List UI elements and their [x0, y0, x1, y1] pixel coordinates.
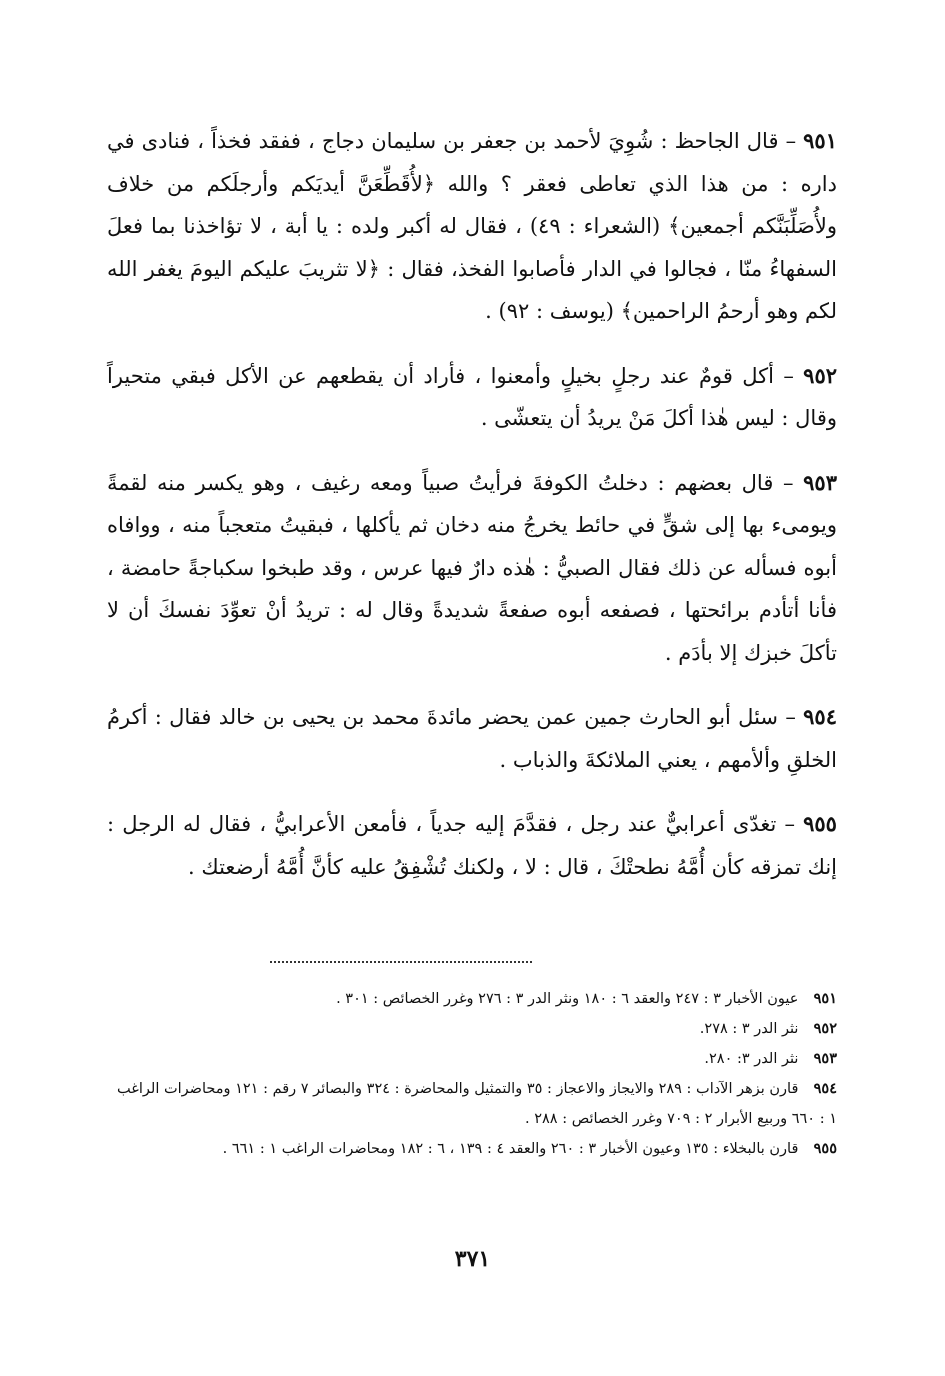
entry-text: أكل قومٌ عند رجلٍ بخيلٍ وأمعنوا ، فأراد أن يقطعهم عن الأكل فبقي متحيراً وقال : ليس هٰذا أكلَ مَنْ يريدُ أن يتعشّى . [107, 363, 837, 430]
entry-954 [107, 696, 837, 781]
entry-number: ٩٥٢ [803, 362, 838, 388]
entry-text: تغدّى أعرابيٌّ عند رجل ، فقدَّمَ إليه جدياً ، فأمعن الأعرابيُّ ، فقال له الرجل : إنك تمزقه كأن أُمَّهُ نطحتْكَ ، قال : لا ، ولكنك تُشْفِقُ عليه كأنَّ أُمَّهُ أرضعتك . [107, 812, 837, 879]
footnote-952 [107, 1014, 837, 1044]
entry-text: قال بعضهم : دخلتُ الكوفةَ فرأيتُ صبياً ومعه رغيف ، وهو يكسر منه لقمةً ويومىء بها إلى شقٍّ في حائط يخرجُ منه دخان ثم يأكلها ، فبقيتُ متعجباً منه ، ووافاه أبوه فسأله عن ذلك فقال الصبيُّ : هٰذه دارٌ فيها عرس ، وقد طبخوا سكباجةً حامضة ، فأنا أتأدم برائحتها ، فصفعه أبوه صفعةً شديدةً وقال له : تريدُ أنْ تعوِّدَ نفسكَ أن لا تأكلَ خبزك إلا بأدَم . [107, 470, 837, 665]
entry-number: ٩٥٤ [803, 704, 837, 729]
entry-dash: – [784, 812, 795, 836]
footnote-number: ٩٥١ [813, 990, 837, 1007]
entry-952 [107, 355, 837, 440]
entry-dash: – [785, 705, 796, 729]
footnote-955 [107, 1134, 837, 1164]
entry-dash: – [785, 129, 797, 153]
footnote-954 [107, 1074, 837, 1134]
footnote-separator [270, 961, 532, 963]
entry-number: ٩٥٥ [803, 811, 837, 836]
entry-953 [107, 462, 837, 675]
entry-text: قال الجاحظ : شُوِيَ لأحمد بن جعفر بن سليمان دجاج ، ففقد فخذاً ، فنادى في داره : من هذا الذي تعاطى فعقر ؟ والله ﴿لأُقَطِّعَنَّ أيديَكم وأرجلَكم من خلاف ولأُصَلِّبَنَّكم أجمعين﴾ (الشعراء : ٤٩) ، فقال له أكبر ولده : يا أبة ، لا تؤاخذنا بما فعلَ السفهاءُ منّا ، فجالوا في الدار فأصابوا الفخذ، فقال : ﴿لا تثريبَ عليكم اليومَ يغفر الله لكم وهو أرحمُ الراحمين﴾ (يوسف : ٩٢) . [107, 129, 837, 323]
footnote-number: ٩٥٣ [813, 1050, 837, 1067]
footnote-text: قارن بزهر الآداب : ٢٨٩ والايجاز والاعجاز : ٣٥ والتمثيل والمحاضرة : ٣٢٤ والبصائر ٧ رقم : ١٢١ ومحاضرات الراغب ١ : ٦٦٠ وربيع الأبرار ٢ : ٧٠٩ وغرر الخصائص : ٢٨٨ . [117, 1081, 837, 1127]
entry-number: ٩٥٣ [803, 469, 837, 495]
main-text [107, 120, 837, 910]
footnote-text: نثر الدر ٣ : ٢٧٨. [699, 1021, 799, 1037]
footnote-951 [107, 984, 837, 1014]
entry-dash: – [783, 470, 794, 495]
footnote-text: قارن بالبخلاء : ١٣٥ وعيون الأخبار ٣ : ٢٦٠ والعقد ٤ : ١٣٩ ، ٦ : ١٨٢ ومحاضرات الراغب ١ : ٦٦١ . [222, 1141, 799, 1157]
footnote-number: ٩٥٢ [813, 1020, 837, 1037]
page-number: ٣٧١ [454, 1246, 491, 1272]
entry-951 [107, 120, 837, 333]
footnotes [107, 984, 837, 1164]
footnote-953 [107, 1044, 837, 1074]
entry-number: ٩٥١ [803, 128, 837, 153]
entry-dash: – [783, 363, 794, 388]
entry-955 [107, 803, 837, 888]
footnote-text: عيون الأخبار ٣ : ٢٤٧ والعقد ٦ : ١٨٠ ونثر الدر ٣ : ٢٧٦ وغرر الخصائص : ٣٠١ . [336, 991, 799, 1007]
footnote-number: ٩٥٥ [813, 1140, 837, 1157]
footnote-number: ٩٥٤ [813, 1080, 837, 1097]
entry-text: سئل أبو الحارث جمين عمن يحضر مائدةَ محمد بن يحيى بن خالد فقال : أكرمُ الخلقِ وألأمهم ، يعني الملائكةَ والذباب . [107, 705, 837, 772]
footnote-text: نثر الدر ٣: ٢٨٠. [704, 1051, 799, 1067]
